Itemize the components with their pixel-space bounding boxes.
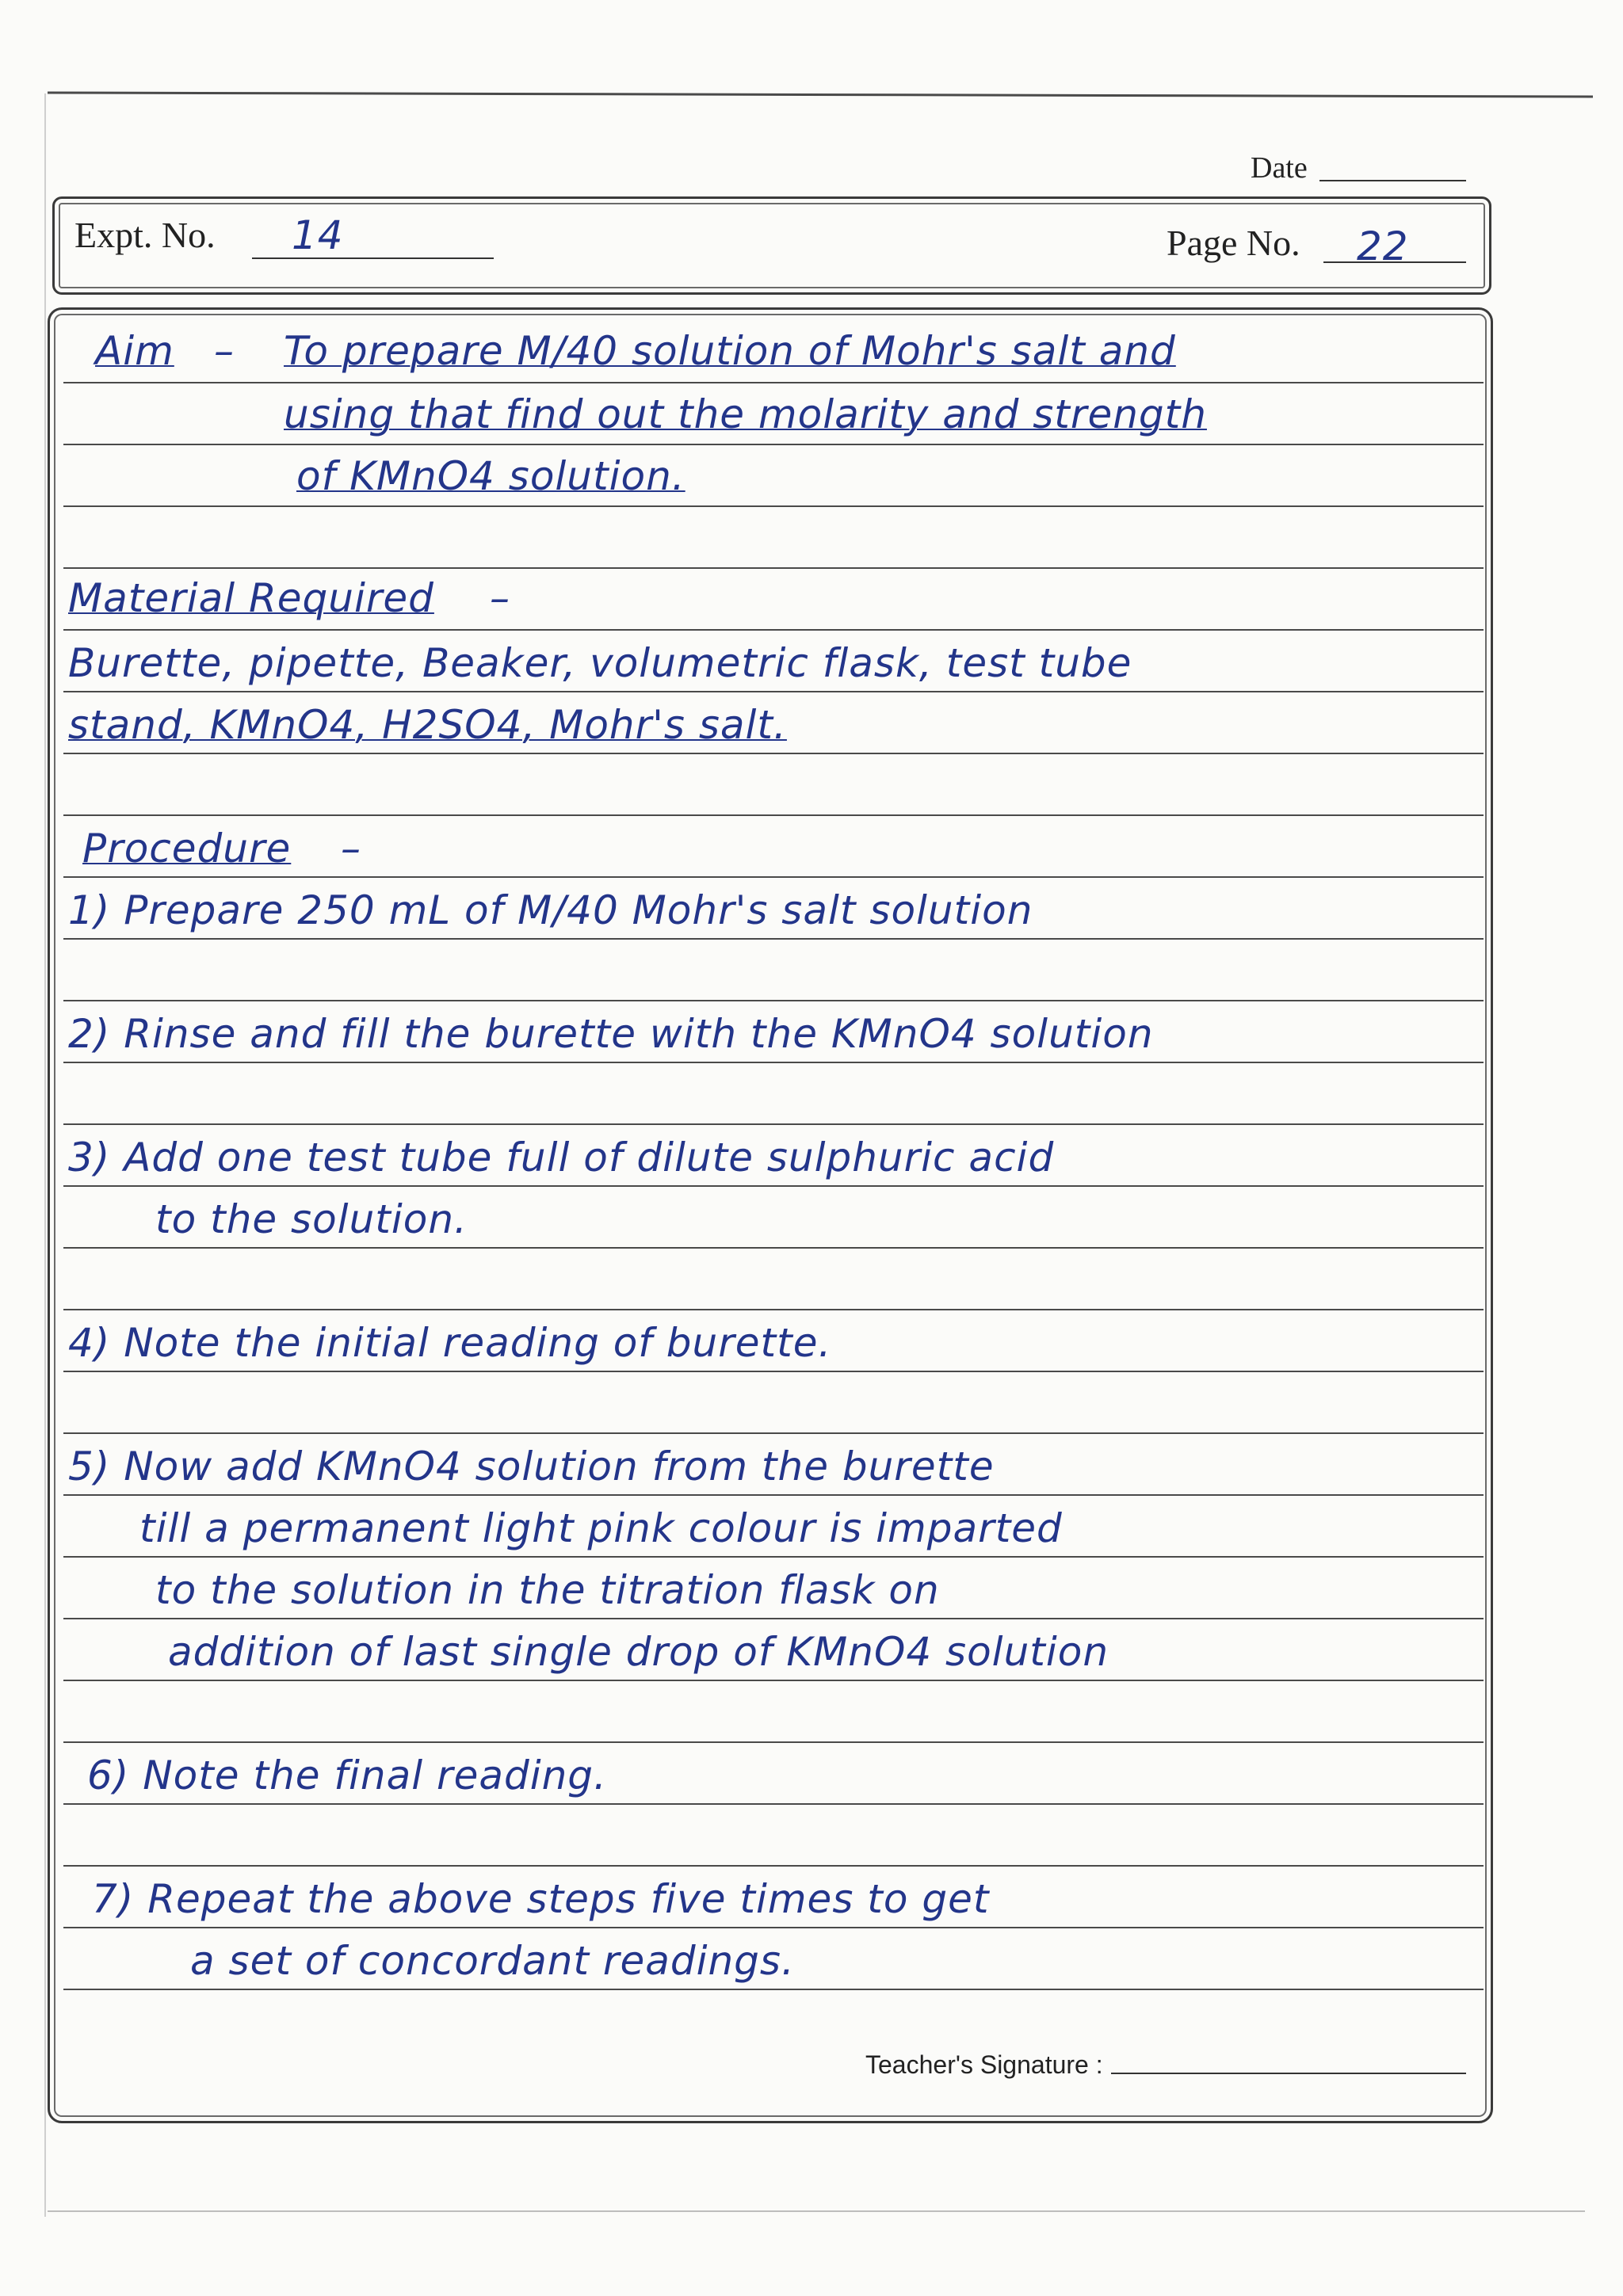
page-top-edge xyxy=(48,91,1593,97)
page-left-edge xyxy=(44,93,46,2217)
materials-line: stand, KMnO4, H2SO4, Mohr's salt. xyxy=(68,702,787,748)
procedure-step-6: 6) Note the final reading. xyxy=(87,1753,607,1798)
ruled-line xyxy=(63,444,1484,445)
ruled-line xyxy=(63,753,1484,754)
date-line xyxy=(1319,180,1466,181)
ruled-line xyxy=(63,1371,1484,1372)
ruled-line xyxy=(63,1865,1484,1867)
aim-heading: Aim xyxy=(95,328,174,374)
expt-number-label: Expt. No. xyxy=(74,215,216,255)
ruled-line xyxy=(63,691,1484,692)
materials-dash: – xyxy=(490,575,510,621)
procedure-dash: – xyxy=(341,826,361,871)
procedure-step-5-cont: to the solution in the titration flask on xyxy=(155,1567,940,1613)
procedure-step-3: 3) Add one test tube full of dilute sulphuric acid xyxy=(68,1135,1055,1180)
ruled-line xyxy=(63,1803,1484,1805)
ruled-line xyxy=(63,1123,1484,1125)
procedure-step-7: 7) Repeat the above steps five times to get xyxy=(92,1876,990,1922)
procedure-step-5-cont: addition of last single drop of KMnO4 solution xyxy=(168,1629,1109,1675)
ruled-line xyxy=(63,814,1484,816)
ruled-line xyxy=(63,1309,1484,1310)
ruled-line xyxy=(63,938,1484,940)
ruled-line xyxy=(63,1494,1484,1496)
ruled-line xyxy=(63,1432,1484,1434)
teacher-signature-line xyxy=(1111,2073,1466,2074)
ruled-line xyxy=(63,1618,1484,1619)
ruled-line xyxy=(63,1556,1484,1558)
materials-line: Burette, pipette, Beaker, volumetric flask, test tube xyxy=(68,640,1132,686)
date-label: Date xyxy=(1251,151,1308,185)
page-number-value: 22 xyxy=(1357,223,1409,269)
ruled-line xyxy=(63,1247,1484,1249)
ruled-line xyxy=(63,1927,1484,1928)
expt-number-value: 14 xyxy=(292,212,344,258)
ruled-line xyxy=(63,1185,1484,1187)
ruled-line xyxy=(63,382,1484,383)
ruled-line xyxy=(63,505,1484,507)
materials-heading: Material Required xyxy=(68,575,434,621)
procedure-step-7-cont: a set of concordant readings. xyxy=(190,1938,795,1984)
page-bottom-edge xyxy=(48,2210,1585,2212)
page-number-label: Page No. xyxy=(1167,223,1300,263)
ruled-line xyxy=(63,1062,1484,1063)
procedure-step-4: 4) Note the initial reading of burette. xyxy=(68,1320,832,1366)
procedure-step-1: 1) Prepare 250 mL of M/40 Mohr's salt solution xyxy=(68,887,1033,933)
procedure-step-5: 5) Now add KMnO4 solution from the burette xyxy=(68,1444,995,1489)
teacher-signature-label: Teacher's Signature : xyxy=(865,2050,1103,2079)
ruled-line xyxy=(63,1680,1484,1681)
ruled-line xyxy=(63,876,1484,878)
aim-line: using that find out the molarity and strength xyxy=(284,391,1207,437)
aim-line: of KMnO4 solution. xyxy=(296,453,685,499)
procedure-step-5-cont: till a permanent light pink colour is imparted xyxy=(139,1505,1063,1551)
procedure-heading: Procedure xyxy=(82,826,292,871)
ruled-line xyxy=(63,567,1484,569)
procedure-step-2: 2) Rinse and fill the burette with the KMnO4 solution xyxy=(68,1011,1154,1057)
ruled-line xyxy=(63,1741,1484,1743)
expt-number-line xyxy=(252,257,494,259)
aim-line: To prepare M/40 solution of Mohr's salt and xyxy=(284,328,1176,374)
ruled-line xyxy=(63,629,1484,631)
procedure-step-3-cont: to the solution. xyxy=(155,1196,468,1242)
aim-dash: – xyxy=(214,328,235,374)
ruled-line xyxy=(63,1000,1484,1001)
ruled-line xyxy=(63,1989,1484,1990)
